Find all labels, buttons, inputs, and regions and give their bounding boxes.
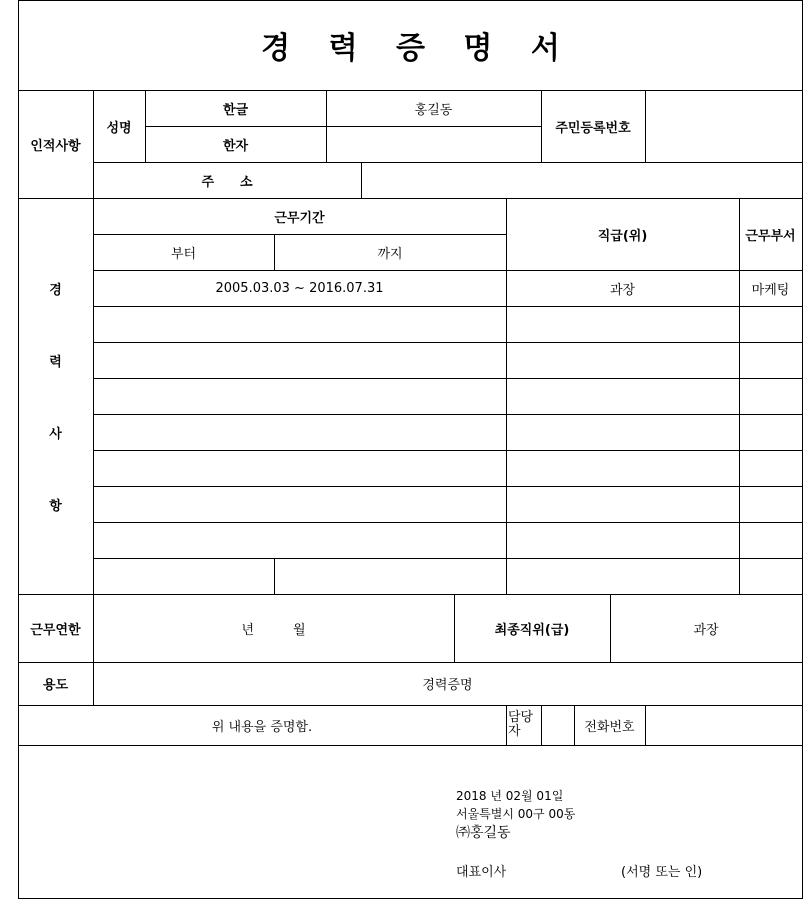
career-section-char-1: 경	[49, 282, 62, 298]
career-row-1-rank[interactable]: 과장	[609, 282, 636, 298]
career-section-char-2: 력	[49, 354, 62, 370]
company-name: ㈜홍길동	[456, 825, 511, 841]
period-to-header: 까지	[377, 246, 403, 262]
career-row-1-department[interactable]: 마케팅	[751, 282, 790, 298]
service-years-label: 근무연한	[30, 622, 81, 638]
period-from-header: 부터	[170, 246, 197, 262]
phone-field[interactable]	[645, 705, 802, 745]
phone-label: 전화번호	[584, 719, 635, 735]
rank-header: 직급(위)	[597, 228, 648, 244]
id-number-label: 주민등록번호	[555, 120, 631, 136]
purpose-field[interactable]: 경력증명	[422, 678, 473, 693]
career-section-char-4: 항	[49, 498, 62, 514]
id-number-field[interactable]	[645, 90, 802, 162]
purpose-label: 용도	[42, 678, 69, 693]
service-years-field[interactable]: 년 월	[241, 622, 306, 638]
company-address: 서울특별시 00구 00동	[456, 807, 576, 821]
hangul-label: 한글	[222, 102, 249, 118]
personal-section-label: 인적사항	[30, 138, 81, 154]
certify-text: 위 내용을 증명함.	[211, 719, 313, 735]
issue-date: 2018 년 02월 01일	[456, 789, 564, 803]
final-rank-label: 최종직위(급)	[494, 622, 570, 638]
career-row-1-period[interactable]: 2005.03.03 ~ 2016.07.31	[215, 280, 384, 296]
final-rank-field[interactable]: 과장	[693, 622, 719, 638]
manager-field[interactable]	[541, 705, 574, 745]
hanja-label: 한자	[222, 138, 249, 154]
page-title: 경 력 증 명 서	[261, 31, 574, 66]
manager-label: 담당 자	[508, 710, 534, 739]
signature-label[interactable]: (서명 또는 인)	[621, 865, 703, 880]
address-field[interactable]	[361, 162, 802, 198]
hangul-name-field[interactable]: 홍길동	[414, 102, 453, 118]
hanja-name-field[interactable]	[326, 126, 541, 162]
address-label: 주 소	[201, 174, 253, 190]
work-period-header: 근무기간	[274, 210, 325, 226]
career-section-char-3: 사	[49, 426, 62, 442]
department-header: 근무부서	[745, 228, 796, 244]
name-label: 성명	[106, 120, 132, 136]
ceo-label: 대표이사	[456, 865, 507, 880]
